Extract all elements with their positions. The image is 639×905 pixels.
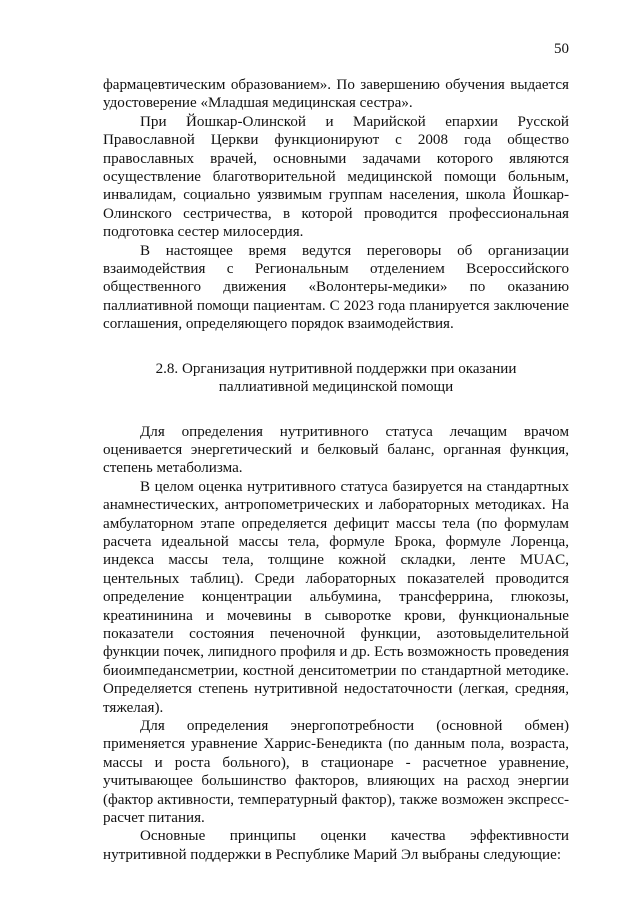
section-heading: [103, 360, 569, 397]
paragraph-eparchy-orthodox-doctors: При Йошкар-Олинской и Марийской епархии Русской Православной Церкви функционируют с 2008 года общество православных врачей, основными задачами которого являются осуществление благотворительной медицинской помощи больным, инвалидам, социально уязвимым группам населения, школа Йошкар-Олинского сестричества, в которой проводится профессиональная подготовка сестер милосердия.: [103, 113, 569, 241]
page-number: 50: [554, 41, 569, 57]
document-body: [103, 76, 569, 864]
paragraph-assessment-methods: В целом оценка нутритивного статуса базируется на стандартных анамнестических, антропометрических и лабораторных методиках. На амбулаторном этапе определяется дефицит массы тела (по формулам расчета идеальной массы тела, формуле Брока, формуле Лоренца, индекса массы тела, толщине кожной складки, ленте MUAC, центельных таблиц). Среди лабораторных показателей проводится определение концентрации альбумина, трансферрина, глюкозы, креатининина и мочевины в сыворотке крови, функциональные показатели состояния печеночной функции, азотовыделительной функции почек, липидного профиля и др. Есть возможность проведения биоимпедансметрии, костной денситометрии по стандартной методике. Определяется степень нутритивной недостаточности (легкая, средняя, тяжелая).: [103, 478, 569, 716]
paragraph-nutritive-status: Для определения нутритивного статуса лечащим врачом оценивается энергетический и белковый баланс, органная функция, степень метаболизма.: [103, 423, 569, 477]
paragraph-volunteer-medics: В настоящее время ведутся переговоры об организации взаимодействия с Региональным отделением Всероссийского общественного движения «Волонтеры-медики» по оказанию паллиативной помощи пациентам. С 2023 года планируется заключение соглашения, определяющего порядок взаимодействия.: [103, 242, 569, 333]
paragraph-education-certificate: фармацевтическим образованием». По завершению обучения выдается удостоверение «Младшая медицинская сестра».: [103, 77, 569, 112]
paragraph-quality-principles: Основные принципы оценки качества эффективности нутритивной поддержки в Республике Марий Эл выбраны следующие:: [103, 828, 569, 863]
section-heading-line-1: 2.8. Организация нутритивной поддержки при оказании: [155, 360, 517, 377]
section-heading-line-2: паллиативной медицинской помощи: [218, 379, 454, 396]
paragraph-energy-needs: Для определения энергопотребности (основной обмен) применяется уравнение Харрис-Бенедикта (по данным пола, возраста, массы и роста больного), в стационаре - расчетное уравнение, учитывающее большинство факторов, влияющих на расход энергии (фактор активности, температурный фактор), также возможен экспресс-расчет питания.: [103, 718, 569, 827]
